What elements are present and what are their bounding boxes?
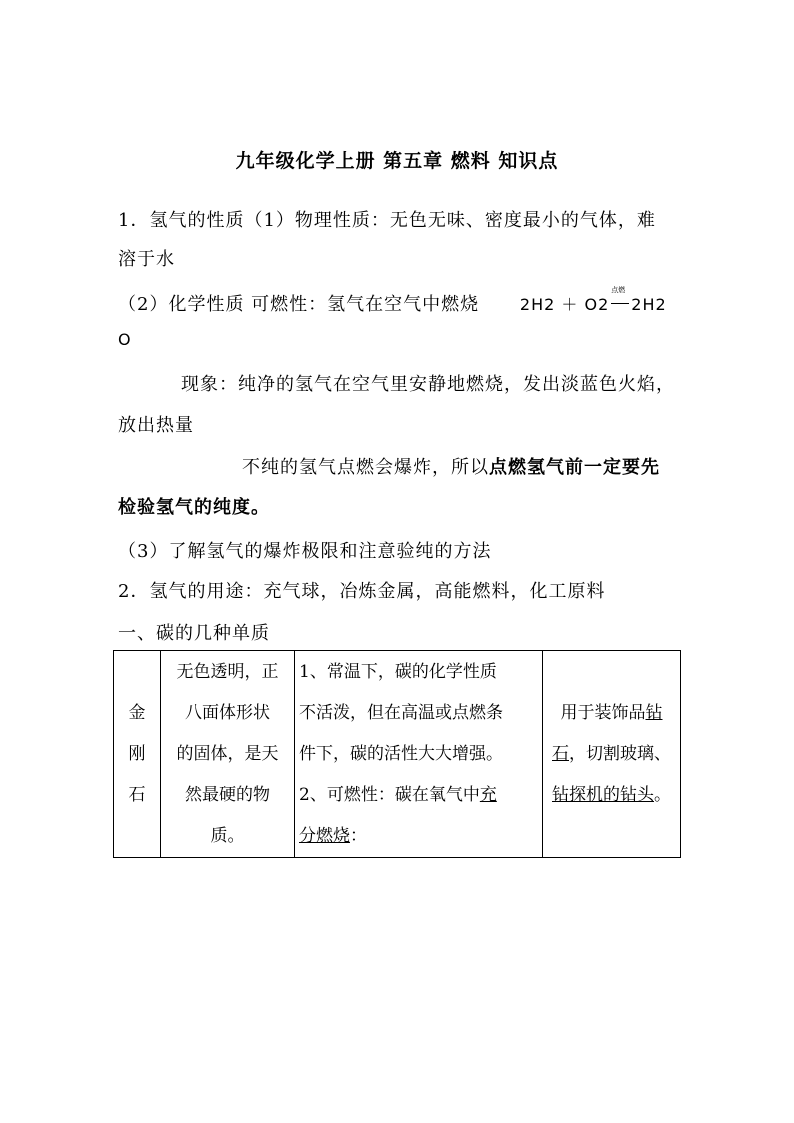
chemical-line [299,816,542,857]
chemical-line-text: 2、可燃性：碳在氧气中 [299,784,480,805]
use-underline: 石 [552,743,569,764]
full-combustion: 分燃烧 [299,825,350,846]
use-text: ，切割玻璃、 [569,743,671,764]
chemical-line: 件下，碳的活性大大增强。 [299,743,503,764]
physical-line: 的固体，是天 [176,743,279,764]
physical-line: 无色透明，正 [176,661,279,682]
diamond-use-cell [543,651,681,858]
chemical-line: 1、常温下，碳的化学性质 [299,661,497,682]
use-line [543,734,680,775]
phenomenon-line-cont: 放出热量 [118,415,194,436]
physical-line: 八面体形状 [185,702,270,723]
use-text: 用于装饰品 [560,702,646,723]
equation-wrap: O [118,330,132,349]
equation-left: 2H2 ＋ O2 [519,295,610,314]
use-line [543,775,680,816]
use-line [543,693,680,734]
reaction-bar [611,303,629,304]
use-underline: 钻探机的钻头 [552,784,654,805]
hydrogen-uses-line: 2．氢气的用途：充气球，冶炼金属，高能燃料，化工原料 [118,581,606,602]
diamond-name-char: 金 [128,702,146,723]
use-underline: 钻 [645,702,663,723]
physical-line: 质。 [210,825,245,846]
use-text: 。 [654,784,671,805]
diamond-name-char: 刚 [128,743,146,764]
impure-warning: 不纯的氢气点燃会爆炸，所以 [242,457,489,478]
explosion-limit-line: （3）了解氢气的爆炸极限和注意验纯的方法 [118,541,492,562]
diamond-name-cell [114,651,161,858]
diamond-chemical-cell [295,651,543,858]
physical-line: 然最硬的物 [185,784,270,805]
chemical-line-underline: 充 [479,784,497,805]
page-title: 九年级化学上册 第五章 燃料 知识点 [235,150,559,172]
phenomenon-line: 现象：纯净的氢气在空气里安静地燃烧，发出淡蓝色火焰， [181,374,675,395]
hydrogen-chemical-line [118,286,667,316]
purity-check: 检验氢气的纯度。 [118,497,270,518]
reaction-arrow [609,286,631,313]
chemical-line [299,775,542,816]
diamond-physical-cell [161,651,295,858]
chemical-property-text: （2）化学性质 可燃性：氢气在空气中燃烧 [118,294,480,315]
carbon-table [113,650,681,858]
chemical-line: 不活泼，但在高温或点燃条 [299,702,503,723]
carbon-section-heading: 一、碳的几种单质 [118,623,270,644]
reaction-condition: 点燃 [611,286,626,294]
table-row [114,651,681,858]
impure-hydrogen-line [242,453,660,479]
diamond-name-char: 石 [128,784,146,805]
ignite-warning: 点燃氢气前一定要先 [489,457,660,478]
equation-right: 2H2 [631,295,667,314]
chemical-line-tail: ： [350,825,367,846]
hydrogen-property-line1: 1．氢气的性质（1）物理性质：无色无味、密度最小的气体，难 [118,210,656,231]
hydrogen-property-line1-cont: 溶于水 [118,249,175,270]
